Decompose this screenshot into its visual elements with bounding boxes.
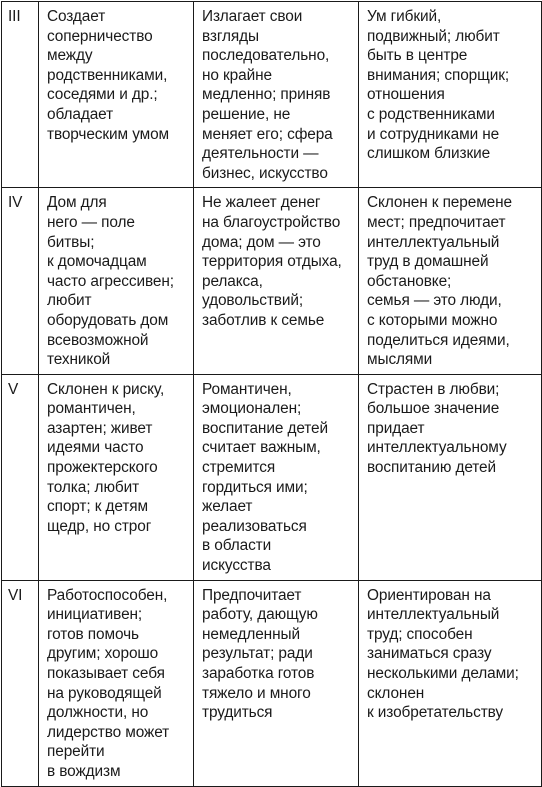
cell-line: работу, дающую [202,606,318,624]
column-3-cell [359,580,542,786]
cell-line: битвы; [47,233,95,251]
cell-line: соперничество [47,27,153,45]
cell-line: толка; любит [47,478,140,496]
cell-line: результат; ради [202,645,313,663]
column-1-cell [39,2,194,188]
cell-line: слишком близкие [367,145,491,163]
cell-line: гордиться ими; [202,478,308,496]
cell-line: в вождизм [47,762,121,780]
cell-line: в области [202,537,272,555]
cell-line: заботлив к семье [202,311,325,329]
cell-line: искусства [202,557,271,575]
cell-line: спорт; к детям [47,498,149,516]
cell-line: поделиться идеями, [367,331,510,349]
cell-line: интеллектуальный [367,233,500,251]
cell-line: и сотрудниками не [367,125,500,143]
cell-line: идеями часто [47,439,144,457]
cell-line: быть в центре [367,47,468,65]
cell-line: релакса, [202,272,263,290]
cell-line: готов помочь [47,625,139,643]
cell-line: внимания; спорщик; [367,66,510,84]
cell-line: интеллектуальный [367,606,500,624]
cell-line: придает [367,419,425,437]
column-2-cell [194,374,359,580]
cell-line: азартен; живет [47,419,153,437]
cell-line: перейти [47,743,105,761]
cell-line: заниматься сразу [367,645,492,663]
cell-line: удовольствий; [202,292,304,310]
cell-line: Работоспособен, [47,586,168,604]
cell-line: щедр, но строг [47,517,152,535]
column-1-cell [39,188,194,374]
cell-line: несколькими делами; [367,665,519,682]
cell-line: территория отдыха, [202,253,342,271]
table-row [2,2,542,188]
cell-line: всевозможной [47,331,149,349]
cell-line: заработка готов [202,665,315,682]
cell-line: медленно; приняв [202,86,331,104]
cell-line: между [47,47,93,65]
cell-line: с которыми можно [367,311,498,329]
cell-line: бизнес, искусство [202,164,328,182]
cell-line: считает важным, [202,439,321,457]
cell-line: к изобретательству [367,704,503,722]
cell-line: Ориентирован на [367,586,491,604]
cell-line: творческим умом [47,125,170,143]
cell-line: показывает себя [47,665,165,682]
cell-line: трудиться [202,704,273,722]
cell-line: эмоционален; [202,400,302,418]
cell-line: Не жалеет денег [202,194,321,212]
cell-line: деятельности — [202,145,319,163]
cell-line: подвижный; любит [367,27,500,45]
column-1-cell [39,580,194,786]
cell-line: дома; дом — это [202,233,321,251]
cell-line: с родственниками [367,105,495,123]
cell-line: мест; предпочитает [367,213,506,231]
cell-line: романтичен, [47,400,136,418]
row-number: IV [2,188,39,374]
cell-line: на руководящей [47,684,162,702]
column-3-cell [359,374,542,580]
cell-line: к домочадцам [47,253,147,271]
cell-line: интеллектуальному [367,439,507,457]
cell-line: любит [47,292,92,310]
cell-line: труд в домашней [367,253,489,271]
cell-line: прожектерского [47,459,158,477]
cell-line: Склонен к перемене [367,194,512,212]
cell-line: Склонен к риску, [47,380,165,398]
cell-line: него — поле [47,213,135,231]
cell-line: обстановке; [367,272,452,290]
cell-line: желает [202,498,253,516]
cell-line: Романтичен, [202,380,292,398]
table-row [2,374,542,580]
column-3-cell [359,2,542,188]
cell-line: соседями и др.; [47,86,158,104]
cell-line: мыслями [367,351,433,369]
cell-line: лидерство может [47,723,170,741]
cell-line: оборудовать дом [47,311,169,329]
cell-line: труд; способен [367,625,473,643]
column-2-cell [194,580,359,786]
column-2-cell [194,2,359,188]
cell-line: на благоустройство [202,213,341,231]
cell-line: отношения [367,86,445,104]
cell-line: семья — это люди, [367,292,502,310]
cell-line: воспитание детей [202,419,329,437]
cell-line: Излагает свои [202,8,303,25]
row-number: V [2,374,39,580]
table-row [2,580,542,786]
cell-line: последовательно, [202,47,330,65]
cell-line: Дом для [47,194,107,212]
table-row [2,188,542,374]
column-1-cell [39,374,194,580]
row-number: VI [2,580,39,786]
cell-line: должности, но [47,704,149,722]
cell-line: обладает [47,105,114,123]
cell-line: взгляды [202,27,259,45]
cell-line: Предпочитает [202,586,302,604]
cell-line: инициативен; [47,606,143,624]
column-2-cell [194,188,359,374]
table-body [2,2,542,787]
cell-line: но крайне [202,66,272,84]
cell-line: реализоваться [202,517,307,535]
cell-line: склонен [367,684,425,702]
cell-line: другим; хорошо [47,645,159,663]
cell-line: родственниками, [47,66,168,84]
cell-line: воспитанию детей [367,459,497,477]
cell-line: Создает [47,8,106,25]
column-3-cell [359,188,542,374]
cell-line: большое значение [367,400,500,418]
cell-line: техникой [47,351,111,369]
cell-line: немедленный [202,625,300,643]
cell-line: Страстен в любви; [367,380,500,398]
cell-line: Ум гибкий, [367,8,442,25]
row-number: III [2,2,39,188]
cell-line: стремится [202,459,276,477]
cell-line: тяжело и много [202,684,311,702]
cell-line: часто агрессивен; [47,272,174,290]
cell-line: меняет его; сфера [202,125,333,143]
comparison-table [1,1,542,787]
cell-line: решение, не [202,105,291,123]
